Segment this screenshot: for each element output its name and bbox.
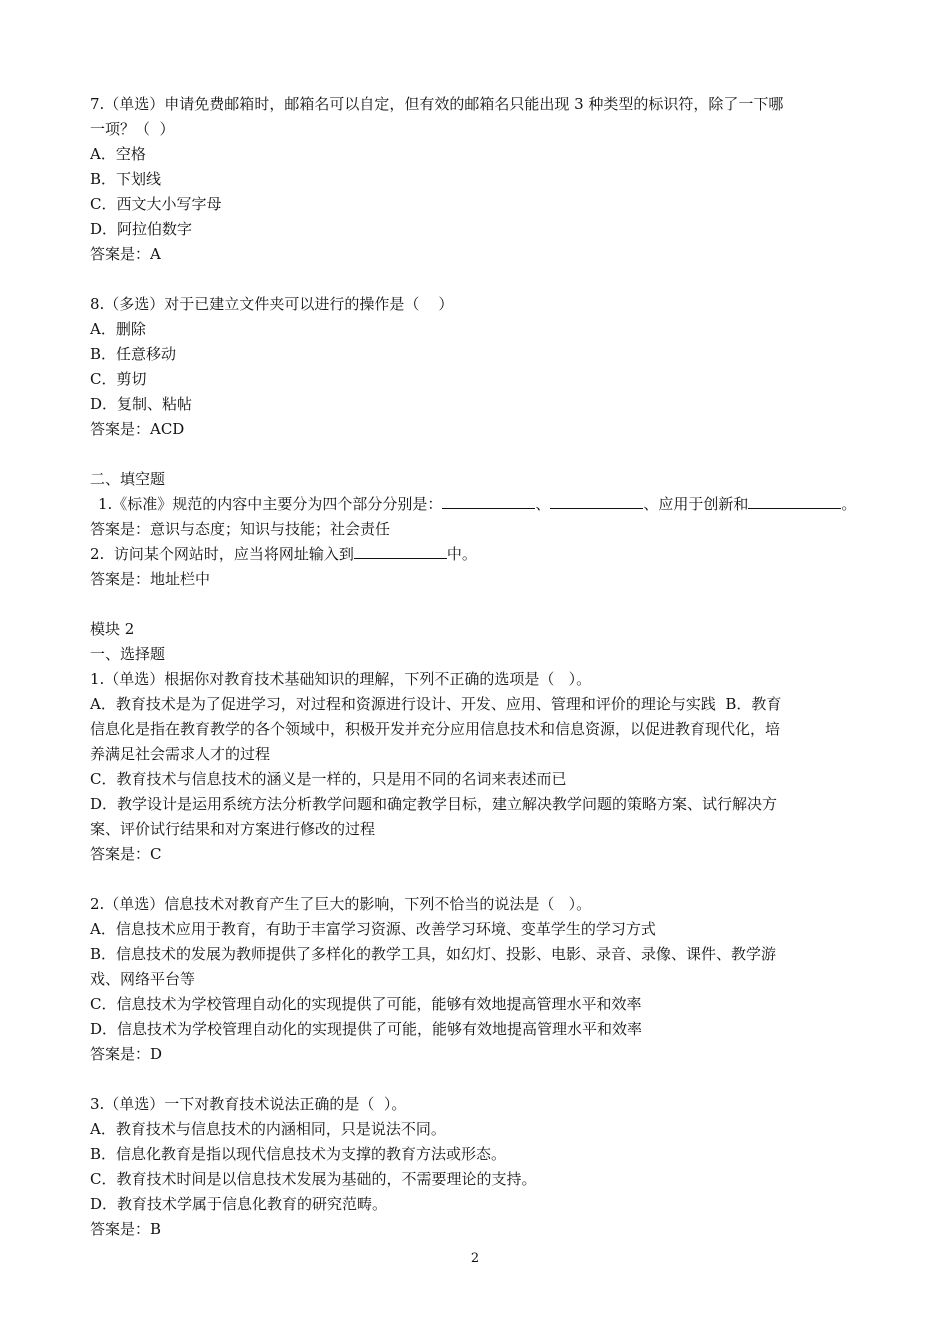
answer-line: 答案是：ACD [90,420,185,438]
fill-blank-section [90,467,870,592]
option-line: C．教育技术与信息技术的涵义是一样的，只是用不同的名词来表述而已 [90,770,567,788]
option-d: D．阿拉伯数字 [90,220,193,238]
option-b: B．任意移动 [90,345,177,363]
question-stem-continued: 一项？（ ） [90,120,175,138]
question-8 [90,292,870,442]
fill-q1-suffix: 。 [841,495,857,513]
section-heading: 一、选择题 [90,645,166,663]
module-2-q3 [90,1092,870,1242]
option-line: D．教学设计是运用系统方法分析教学问题和确定教学目标，建立解决教学问题的策略方案、试行解决方 [90,795,778,813]
option-c: C．剪切 [90,370,147,388]
answer-line: 答案是：D [90,1045,163,1063]
blank-line [442,494,535,509]
option-line: 信息化是指在教育教学的各个领域中，积极开发并充分应用信息技术和信息资源，以促进教育现代化，培 [90,720,781,738]
option-line: B．信息化教育是指以现代信息技术为支撑的教育方法或形态。 [90,1145,507,1163]
module-title: 模块 2 [90,620,135,638]
option-d: D．复制、粘帖 [90,395,193,413]
option-line: C．教育技术时间是以信息技术发展为基础的，不需要理论的支持。 [90,1170,537,1188]
option-line: C．信息技术为学校管理自动化的实现提供了可能，能够有效地提高管理水平和效率 [90,995,642,1013]
option-line: 养满足社会需求人才的过程 [90,745,271,763]
option-a: A．删除 [90,320,146,338]
option-c: C．西文大小写字母 [90,195,222,213]
page-number: 2 [470,1251,480,1266]
module-2-q1 [90,617,870,867]
option-line: A．教育技术与信息技术的内涵相同，只是说法不同。 [90,1120,446,1138]
option-line: A．教育技术是为了促进学习，对过程和资源进行设计、开发、应用、管理和评价的理论与实践 B．教育 [90,695,782,713]
question-stem: 8.（多选）对于已建立文件夹可以进行的操作是（ ） [90,295,454,313]
answer-line: 答案是：A [90,245,161,263]
option-b: B．下划线 [90,170,162,188]
fill-q1-separator: 、 [535,495,551,513]
blank-line [354,544,447,559]
option-a: A．空格 [90,145,146,163]
answer-line: 答案是：B [90,1220,162,1238]
option-line: D．信息技术为学校管理自动化的实现提供了可能，能够有效地提高管理水平和效率 [90,1020,643,1038]
fill-q1-middle: 、应用于创新和 [643,495,749,513]
blank-line [550,494,643,509]
answer-line: 答案是：地址栏中 [90,570,211,588]
option-line: 案、评价试行结果和对方案进行修改的过程 [90,820,376,838]
question-stem: 3.（单选）一下对教育技术说法正确的是（ ）。 [90,1095,407,1113]
module-2-q2 [90,892,870,1067]
question-stem: 2.（单选）信息技术对教育产生了巨大的影响，下列不恰当的说法是（ ）。 [90,895,592,913]
question-stem: 7.（单选）申请免费邮箱时，邮箱名可以自定，但有效的邮箱名只能出现 3 种类型的标识符，除了一下哪 [90,95,784,113]
answer-line: 答案是：C [90,845,162,863]
fill-q2-prefix: 2. 访问某个网站时，应当将网址输入到 [90,545,354,563]
fill-q1-prefix: 1.《标准》规范的内容中主要分为四个部分分别是： [98,495,443,513]
question-7 [90,92,870,267]
fill-question-1 [90,492,870,517]
fill-question-2 [90,542,870,567]
answer-line: 答案是：意识与态度；知识与技能；社会责任 [90,520,391,538]
blank-line [748,494,841,509]
document-page [90,92,870,1267]
option-line: D．教育技术学属于信息化教育的研究范畴。 [90,1195,388,1213]
fill-q2-suffix: 中。 [446,545,477,563]
question-stem: 1.（单选）根据你对教育技术基础知识的理解，下列不正确的选项是（ ）。 [90,670,592,688]
option-line: A．信息技术应用于教育，有助于丰富学习资源、改善学习环境、变革学生的学习方式 [90,920,656,938]
section-heading: 二、填空题 [90,470,166,488]
option-line: B．信息技术的发展为教师提供了多样化的教学工具，如幻灯、投影、电影、录音、录像、课件、教学游 [90,945,777,963]
option-line: 戏、网络平台等 [90,970,196,988]
